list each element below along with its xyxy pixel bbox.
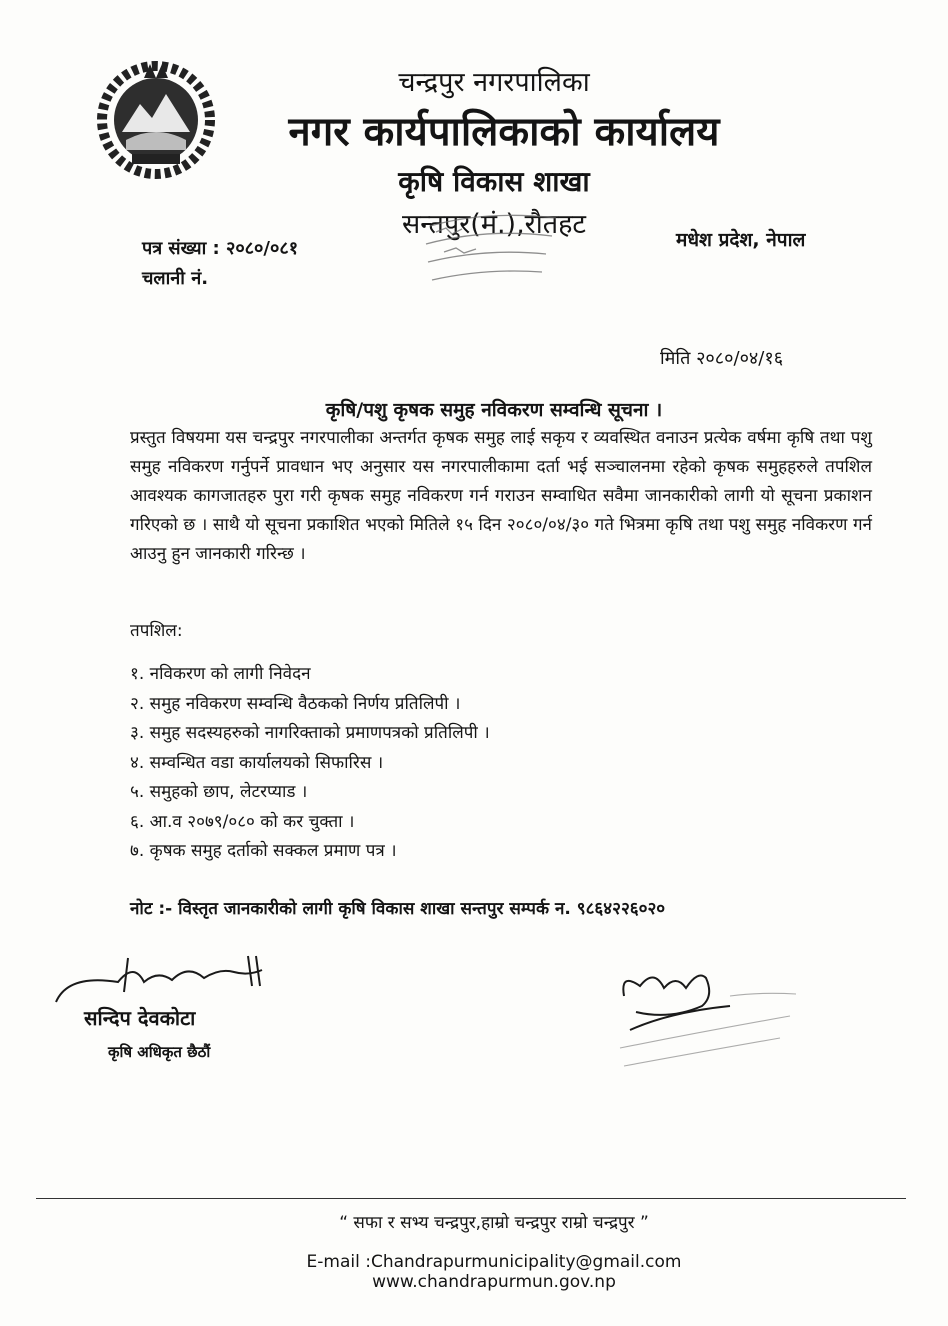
notice-body: प्रस्तुत विषयमा यस चन्द्रपुर नगरपालीका अन्तर्गत कृषक समुह लाई सकृय र व्यवस्थित वनाउन प्रत्येक वर्षमा कृषि तथा पशु समुह नविकरण गर्नुपर्ने प्रावधान भए अनुसार यस नगरपालीकामा दर्ता भई सञ्चालनमा रहेको कृषक समुहहरुले तपशिल आवश्यक कागजातहरु पुरा गरी कृषक समुह नविकरण गर्न गराउन सम्वाधित सवैमा जानकारीको लागी यो सूचना प्रकाशन गरिएको छ । साथै यो सूचना प्रकाशित भएको मितिले १५ दिन २०८०/०४/३० गते भित्रमा कृषि तथा पशु समुह नविकरण गर्न आउनु हुन जानकारी गरिन्छ ।: [130, 428, 872, 564]
footer-email: E-mail :Chandrapurmunicipality@gmail.com: [306, 1252, 682, 1272]
list-item: १. नविकरण को लागी निवेदन: [130, 664, 311, 684]
branch-name: कृषि विकास शाखा: [398, 165, 590, 198]
municipality-name: चन्द्रपुर नगरपालिका: [398, 67, 590, 98]
details-heading: तपशिल:: [130, 621, 183, 641]
list-item: ७. कृषक समुह दर्ताको सक्कल प्रमाण पत्र ।: [130, 841, 397, 861]
officer-signature-icon: [48, 952, 288, 1012]
list-item: ५. समुहको छाप, लेटरप्याड ।: [130, 782, 308, 802]
province-label: मधेश प्रदेश, नेपाल: [676, 229, 806, 251]
signatory-name: सन्दिप देवकोटा: [84, 1006, 196, 1030]
footer-divider: [36, 1198, 906, 1199]
list-item: ६. आ.व २०७९/०८० को कर चुक्ता ।: [130, 811, 355, 832]
list-item: ४. सम्वन्धित वडा कार्यालयको सिफारिस ।: [130, 752, 384, 773]
office-stamp-icon: [416, 196, 566, 296]
letter-number: पत्र संख्या : २०८०/०८१: [142, 238, 299, 259]
stamp-signature-icon: [610, 966, 810, 1076]
footer-website: www.chandrapurmun.gov.np: [372, 1272, 616, 1292]
office-location: सन्तपुर(मं.),रौतहट: [401, 209, 587, 240]
list-item: २. समुह नविकरण सम्वन्धि वैठकको निर्णय प्रतिलिपी ।: [130, 693, 461, 714]
signatory-title: कृषि अधिकृत छैठौं: [108, 1043, 211, 1061]
contact-note: नोट :- विस्तृत जानकारीको लागी कृषि विकास शाखा सन्तपुर सम्पर्क न. ९८६४२२६०२०: [130, 899, 666, 919]
dispatch-number: चलानी नं.: [142, 268, 209, 289]
letter-date: मिति २०८०/०४/१६: [660, 348, 784, 369]
footer-slogan: “ सफा र सभ्य चन्द्रपुर,हाम्रो चन्द्रपुर राम्रो चन्द्रपुर ”: [339, 1213, 649, 1233]
required-documents-list: [130, 660, 490, 867]
list-item: ३. समुह सदस्यहरुको नागरिक्ताको प्रमाणपत्रको प्रतिलिपी ।: [130, 723, 490, 743]
office-title: नगर कार्यपालिकाको कार्यालय: [288, 109, 720, 155]
notice-subject: कृषि/पशु कृषक समुह नविकरण सम्वन्धि सूचना ।: [325, 399, 663, 421]
